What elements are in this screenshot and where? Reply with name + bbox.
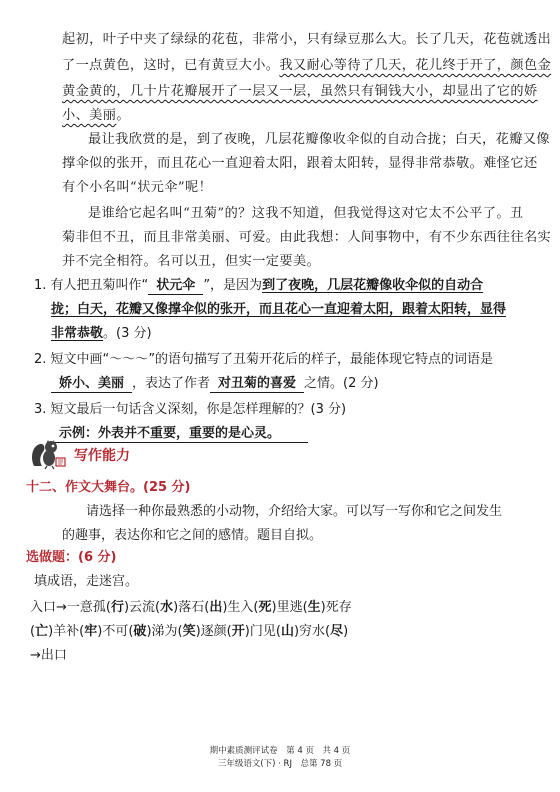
maze-text: )羊补( (48, 624, 85, 639)
maze-text: )门见( (244, 624, 281, 639)
passage-line-1: 起初，叶子中夹了绿绿的花苞，非常小，只有绿豆那么大。长了几天，花苞就透出 (62, 32, 552, 47)
answer-reason-part-2: 拢；白天，花瓣又像撑伞似的张开，而且花心一直迎着太阳，跟着太阳转，显得 (51, 302, 507, 317)
answer-meaning: 示例：外表并不重要，重要的是心灵。 (51, 426, 308, 443)
question-2-text-b: ”的语句描写了丑菊开花后的样子，最能体现它特点的词语是 (148, 352, 494, 367)
maze-answer: 亡 (35, 624, 49, 639)
answer-key-words: 娇小、美丽 (51, 376, 132, 393)
answer-reason-part-3: 非常恭敬 (51, 326, 104, 341)
question-1-line-2 (51, 300, 506, 320)
question-1-score: 。(3 分) (103, 326, 152, 341)
passage-line-2 (62, 56, 551, 76)
question-1-text-b: ”，是因为 (203, 278, 263, 293)
answer-feeling: 对丑菊的喜爱 (210, 376, 304, 393)
question-2-text-a: 短文中画“ (50, 352, 110, 367)
passage-p3-line-2: 菊非但不丑，而且非常美丽、可爱。由此我想：人间事物中，有不少东西往往名实 (62, 230, 552, 245)
question-2-line-2 (51, 374, 379, 394)
bonus-instruction: 填成语，走迷宫。 (34, 574, 139, 589)
passage-p3-line-3: 并不完全相符。名可以丑，但实一定要美。 (62, 254, 321, 269)
passage-p2-line-1: 最让我欣赏的是，到了夜晚，几层花瓣像收伞似的自动合拢；白天，花瓣又像 (88, 132, 550, 147)
question-2-text-c: ，表达了作者 (132, 376, 211, 391)
footer-page-info: 期中素质测评试卷 第 4 页 共 4 页 (209, 746, 351, 756)
passage-p3-line-1: 是谁给它起名叫“丑菊”的？这我不知道，但我觉得这对它太不公平了。丑 (88, 206, 524, 221)
passage-line-4 (62, 106, 130, 126)
maze-answer: 开 (231, 624, 245, 639)
maze-text: )里逃( (271, 600, 308, 615)
wavy-line-symbol: ～～～ (109, 352, 149, 367)
question-1-line-1 (34, 276, 483, 296)
maze-text: )云流( (123, 600, 161, 615)
maze-answer: 笑 (182, 624, 196, 639)
passage-line-3 (62, 82, 538, 102)
maze-answer: 山 (280, 624, 294, 639)
question-1-line-3 (51, 324, 152, 344)
bonus-title: 选做题：(6 分) (26, 550, 117, 565)
question-1-number: 1. (34, 278, 47, 293)
answer-reason-part-1: 到了夜晚，几层花瓣像收伞似的自动合 (262, 278, 484, 293)
question-2-number: 2. (34, 352, 47, 367)
passage-line-4-plain: 。 (116, 108, 130, 123)
maze-text: )逐颜( (195, 624, 232, 639)
maze-answer: 生 (307, 600, 321, 615)
maze-answer: 出 (209, 600, 223, 615)
maze-answer: 死 (258, 600, 272, 615)
idiom-maze-exit: →出口 (30, 648, 67, 663)
passage-line-2-plain: 了一点黄色，这时，已有黄豆大小。 (62, 58, 280, 73)
wavy-underlined-sentence: 我又耐心等待了几天，花儿终于开了，颜色金 (279, 58, 552, 73)
maze-text: ( (30, 624, 36, 639)
maze-answer: 行 (110, 600, 124, 615)
maze-answer: 破 (133, 624, 147, 639)
maze-answer: 水 (160, 600, 174, 615)
question-1-text-a: 有人把丑菊叫作“ (50, 278, 149, 293)
section-title-writing: 写作能力 (74, 448, 130, 464)
question-3-text: 短文最后一句话含义深刻，你是怎样理解的？(3 分) (50, 402, 347, 417)
idiom-maze-row-1 (30, 598, 352, 618)
maze-text: )落石( (173, 600, 210, 615)
maze-answer: 尽 (330, 624, 344, 639)
wavy-underlined-sentence-cont: 黄金黄的，几十片花瓣展开了一层又一层，虽然只有铜钱大小，却显出了它的娇 (62, 84, 538, 99)
maze-answer: 牢 (84, 624, 98, 639)
maze-text: ) (343, 624, 349, 639)
maze-text: )涕为( (146, 624, 183, 639)
writing-task-line-1: 请选择一种你最熟悉的小动物，介绍给大家。可以写一写你和它之间发生 (86, 504, 503, 519)
passage-p2-line-2: 撑伞似的张开，而且花心一直迎着太阳，跟着太阳转，显得非常恭敬。难怪它还 (62, 156, 538, 171)
question-2-line-1 (34, 350, 493, 370)
maze-text: 入口→一意孤( (30, 600, 111, 615)
idiom-maze-row-2 (30, 622, 348, 642)
maze-text: )穷水( (293, 624, 331, 639)
maze-text: )死存 (320, 600, 352, 615)
question-2-text-d: 之情。(2 分) (304, 376, 379, 391)
question-3-number: 3. (34, 402, 47, 417)
answer-nickname: 状元伞 (148, 278, 203, 295)
passage-p2-line-3: 有个小名叫“状元伞”呢！ (62, 180, 213, 195)
maze-text: )生入( (222, 600, 259, 615)
question-3-line-1 (34, 400, 346, 420)
writing-task-title: 十二、作文大舞台。(25 分) (26, 480, 191, 495)
maze-text: )不可( (97, 624, 134, 639)
writing-task-line-2: 的趣事，表达你和它之间的感情。题目自拟。 (62, 528, 323, 543)
squirrel-mascot-icon (28, 436, 68, 470)
wavy-underlined-sentence-end: 小、美丽 (62, 108, 117, 123)
footer-grade-info: 三年级语文(下) · RJ 总第 78 页 (217, 759, 343, 769)
question-3-line-2 (51, 424, 308, 444)
